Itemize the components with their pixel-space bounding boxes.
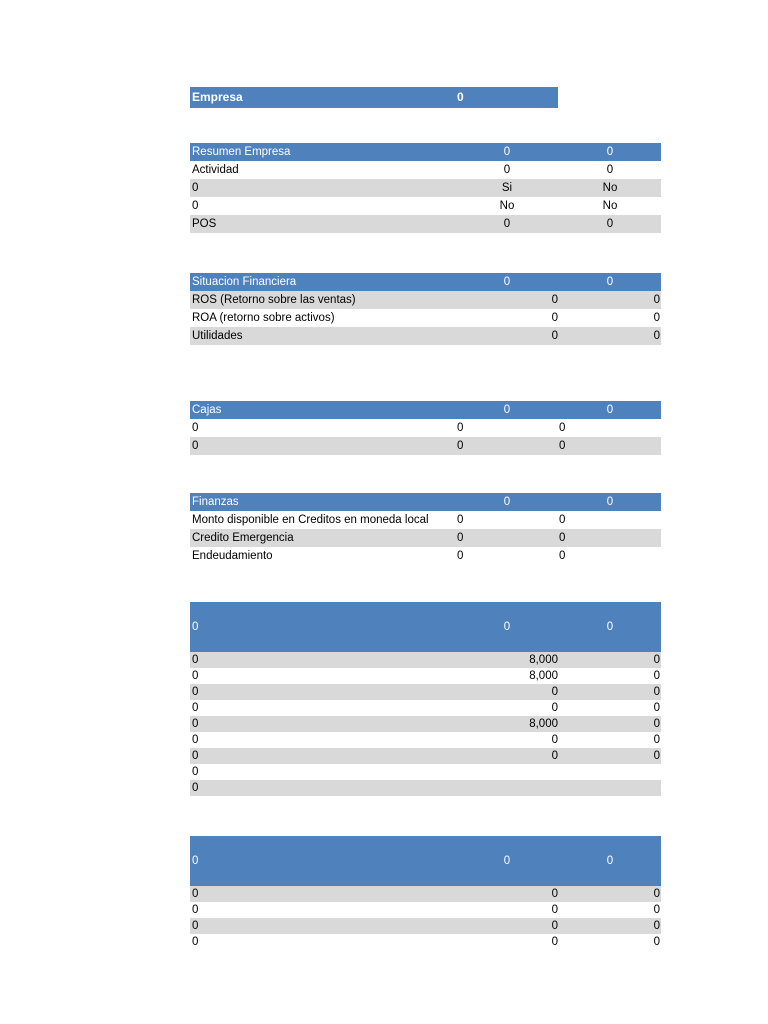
row-label: 0 [192, 782, 199, 794]
row-col2: No [602, 182, 618, 194]
header-label: Resumen Empresa [192, 146, 291, 158]
row-col1: 8,000 [529, 718, 558, 730]
table-row [190, 547, 661, 565]
row-col2: 0 [653, 888, 660, 900]
header-col2: 0 [606, 496, 614, 508]
row-col2: 0 [559, 440, 566, 452]
table-header [190, 602, 661, 652]
row-label: 0 [192, 440, 199, 452]
row-label: Utilidades [192, 330, 243, 342]
row-col2: 0 [606, 218, 614, 230]
header-col2: 0 [606, 146, 614, 158]
table-row [190, 327, 661, 345]
row-label: Actividad [192, 164, 239, 176]
row-col1: Si [501, 182, 513, 194]
row-col1: 0 [551, 920, 558, 932]
header-col1: 0 [503, 621, 511, 633]
table-row [190, 684, 661, 700]
row-label: 0 [192, 920, 199, 932]
table-header [190, 493, 661, 511]
detail-table-2 [190, 836, 661, 950]
row-label: 0 [192, 936, 199, 948]
row-col2: 0 [559, 514, 566, 526]
header-col2: 0 [606, 855, 614, 867]
row-col1: 0 [503, 164, 511, 176]
table-row [190, 886, 661, 902]
table-row [190, 780, 661, 796]
detail-table-1 [190, 602, 661, 796]
row-label: 0 [192, 702, 199, 714]
row-col1: 0 [551, 312, 558, 324]
table-header [190, 273, 661, 291]
table-row [190, 419, 661, 437]
row-col1: 0 [551, 936, 558, 948]
resumen-empresa-table [190, 143, 661, 233]
header-col2: 0 [606, 276, 614, 288]
table-row [190, 652, 661, 668]
row-col1: 0 [551, 330, 558, 342]
row-col1: 0 [503, 218, 511, 230]
header-col1: 0 [503, 496, 511, 508]
row-label: Endeudamiento [192, 550, 273, 562]
row-label: 0 [192, 718, 199, 730]
row-label: 0 [192, 670, 199, 682]
row-label: 0 [192, 750, 199, 762]
header-col1: 0 [503, 276, 511, 288]
row-col1: 0 [457, 422, 464, 434]
row-col2: 0 [653, 294, 660, 306]
row-col1: No [499, 200, 515, 212]
table-header [190, 143, 661, 161]
row-col2: 0 [559, 532, 566, 544]
cajas-table [190, 401, 661, 455]
row-col1: 0 [457, 532, 464, 544]
row-col1: 0 [457, 550, 464, 562]
row-col2: 0 [653, 702, 660, 714]
row-label: ROS (Retorno sobre las ventas) [192, 294, 356, 306]
row-col2: 0 [653, 734, 660, 746]
row-col2: 0 [653, 312, 660, 324]
row-col1: 8,000 [529, 654, 558, 666]
row-col2: 0 [559, 550, 566, 562]
row-label: Monto disponible en Creditos en moneda local [192, 514, 429, 526]
row-label: 0 [192, 888, 199, 900]
table-row [190, 215, 661, 233]
row-label: 0 [192, 766, 199, 778]
header-col1: 0 [503, 855, 511, 867]
row-col1: 0 [551, 734, 558, 746]
header-label: Situacion Financiera [192, 276, 297, 288]
table-row [190, 700, 661, 716]
row-label: 0 [192, 654, 199, 666]
header-col1: 0 [503, 146, 511, 158]
row-col1: 8,000 [529, 670, 558, 682]
table-row [190, 511, 661, 529]
row-label: ROA (retorno sobre activos) [192, 312, 335, 324]
table-row [190, 179, 661, 197]
empresa-value: 0 [457, 90, 464, 104]
table-header [190, 401, 661, 419]
table-row [190, 748, 661, 764]
row-col1: 0 [457, 514, 464, 526]
table-header [190, 836, 661, 886]
row-col1: 0 [551, 702, 558, 714]
table-row [190, 668, 661, 684]
row-label: 0 [192, 734, 199, 746]
header-label: Finanzas [192, 496, 239, 508]
header-label: 0 [192, 855, 199, 867]
row-col1: 0 [457, 440, 464, 452]
row-label: 0 [192, 200, 199, 212]
row-col2: 0 [653, 750, 660, 762]
row-col2: 0 [653, 718, 660, 730]
row-col2: 0 [606, 164, 614, 176]
row-col2: 0 [653, 686, 660, 698]
table-row [190, 161, 661, 179]
empresa-label: Empresa [192, 90, 243, 104]
row-col1: 0 [551, 750, 558, 762]
row-label: 0 [192, 686, 199, 698]
row-col2: 0 [653, 670, 660, 682]
table-row [190, 902, 661, 918]
finanzas-table [190, 493, 661, 565]
table-row [190, 732, 661, 748]
row-col2: 0 [653, 920, 660, 932]
header-col1: 0 [503, 404, 511, 416]
situacion-financiera-table [190, 273, 661, 345]
table-row [190, 529, 661, 547]
row-col2: 0 [653, 330, 660, 342]
row-col2: 0 [653, 936, 660, 948]
row-label: 0 [192, 422, 199, 434]
row-col2: 0 [559, 422, 566, 434]
table-row [190, 197, 661, 215]
row-col2: No [602, 200, 618, 212]
row-col1: 0 [551, 904, 558, 916]
row-col2: 0 [653, 654, 660, 666]
empresa-bar [190, 87, 558, 108]
row-label: 0 [192, 904, 199, 916]
table-row [190, 291, 661, 309]
row-label: POS [192, 218, 217, 230]
row-label: 0 [192, 182, 199, 194]
row-label: Credito Emergencia [192, 532, 294, 544]
table-row [190, 437, 661, 455]
header-col2: 0 [606, 404, 614, 416]
table-row [190, 764, 661, 780]
table-row [190, 934, 661, 950]
table-row [190, 716, 661, 732]
table-row [190, 918, 661, 934]
header-col2: 0 [606, 621, 614, 633]
header-label: Cajas [192, 404, 222, 416]
row-col1: 0 [551, 888, 558, 900]
row-col2: 0 [653, 904, 660, 916]
row-col1: 0 [551, 294, 558, 306]
header-label: 0 [192, 621, 199, 633]
table-row [190, 309, 661, 327]
row-col1: 0 [551, 686, 558, 698]
